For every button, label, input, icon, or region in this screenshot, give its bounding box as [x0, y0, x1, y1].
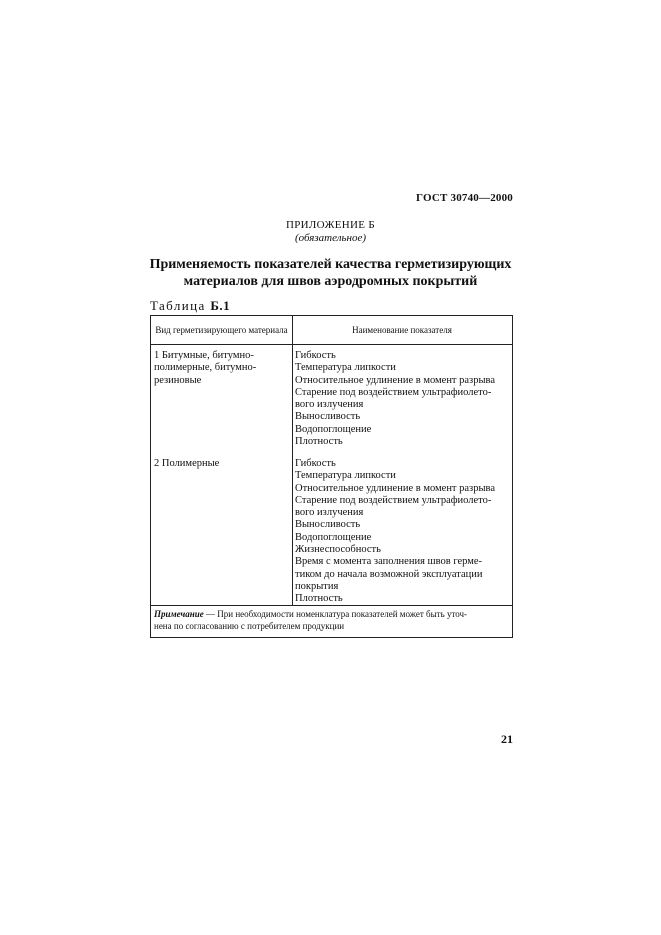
indicator-line: вого излучения [295, 507, 364, 519]
page-number: 21 [501, 732, 513, 746]
table-caption-word: Таблица [150, 298, 206, 313]
material-line: 2 Полимерные [154, 458, 220, 469]
indicator-line: Гибкость [295, 350, 336, 361]
indicator-line: Выносливость [295, 411, 361, 423]
indicator-line: Относительное удлинение в момент разрыва [295, 482, 495, 494]
indicators-table [150, 315, 513, 638]
header-material: Вид герметизирующего материала [155, 325, 288, 335]
note-divider [151, 605, 512, 606]
indicator-line: Температура липкости [295, 362, 396, 374]
table-header [151, 316, 512, 345]
row-1-indicators [295, 350, 513, 448]
material-line: 1 Битумные, битумно- [154, 350, 254, 361]
indicator-line: покрытия [295, 580, 339, 592]
table-caption-number: Б.1 [210, 298, 231, 313]
indicator-line: Старение под воздействием ультрафиолето- [295, 494, 492, 506]
note-text: — При необходимости номенклатура показателей может быть уточ- [203, 609, 468, 619]
material-line: полимерные, битумно- [154, 362, 257, 374]
appendix-block [0, 219, 661, 244]
indicator-line: Плотность [295, 593, 343, 605]
section-heading [0, 256, 661, 290]
indicator-line: тиком до начала возможной эксплуатации [295, 568, 483, 580]
header-indicator: Наименование показателя [352, 325, 452, 335]
indicator-line: Старение под воздействием ультрафиолето- [295, 386, 492, 398]
indicator-line: вого излучения [295, 399, 364, 411]
table-caption [150, 298, 230, 314]
row-1-material [154, 350, 289, 387]
indicator-line: Плотность [295, 436, 343, 448]
heading-line-2: материалов для швов аэродромных покрытий [183, 274, 478, 289]
note-label: Примечание [154, 609, 204, 619]
row-2-material [154, 458, 289, 470]
indicator-line: Водопоглощение [295, 423, 372, 435]
indicator-line: Водопоглощение [295, 531, 372, 543]
column-divider [292, 316, 293, 605]
indicator-line: Жизнеспособность [295, 544, 381, 556]
appendix-title: ПРИЛОЖЕНИЕ Б [286, 219, 375, 231]
row-2-indicators [295, 458, 513, 606]
standard-code: ГОСТ 30740—2000 [416, 192, 513, 204]
indicator-line: Время с момента заполнения швов герме- [295, 556, 483, 568]
indicator-line: Температура липкости [295, 470, 396, 482]
appendix-status: (обязательное) [294, 232, 367, 244]
indicator-line: Относительное удлинение в момент разрыва [295, 374, 495, 386]
table-note [154, 609, 510, 632]
indicator-line: Гибкость [295, 458, 336, 469]
heading-line-1: Применяемость показателей качества герметизирующих [149, 257, 512, 272]
indicator-line: Выносливость [295, 519, 361, 531]
note-text-continued: нена по согласованию с потребителем продукции [154, 620, 345, 631]
material-line: резиновые [154, 374, 202, 386]
